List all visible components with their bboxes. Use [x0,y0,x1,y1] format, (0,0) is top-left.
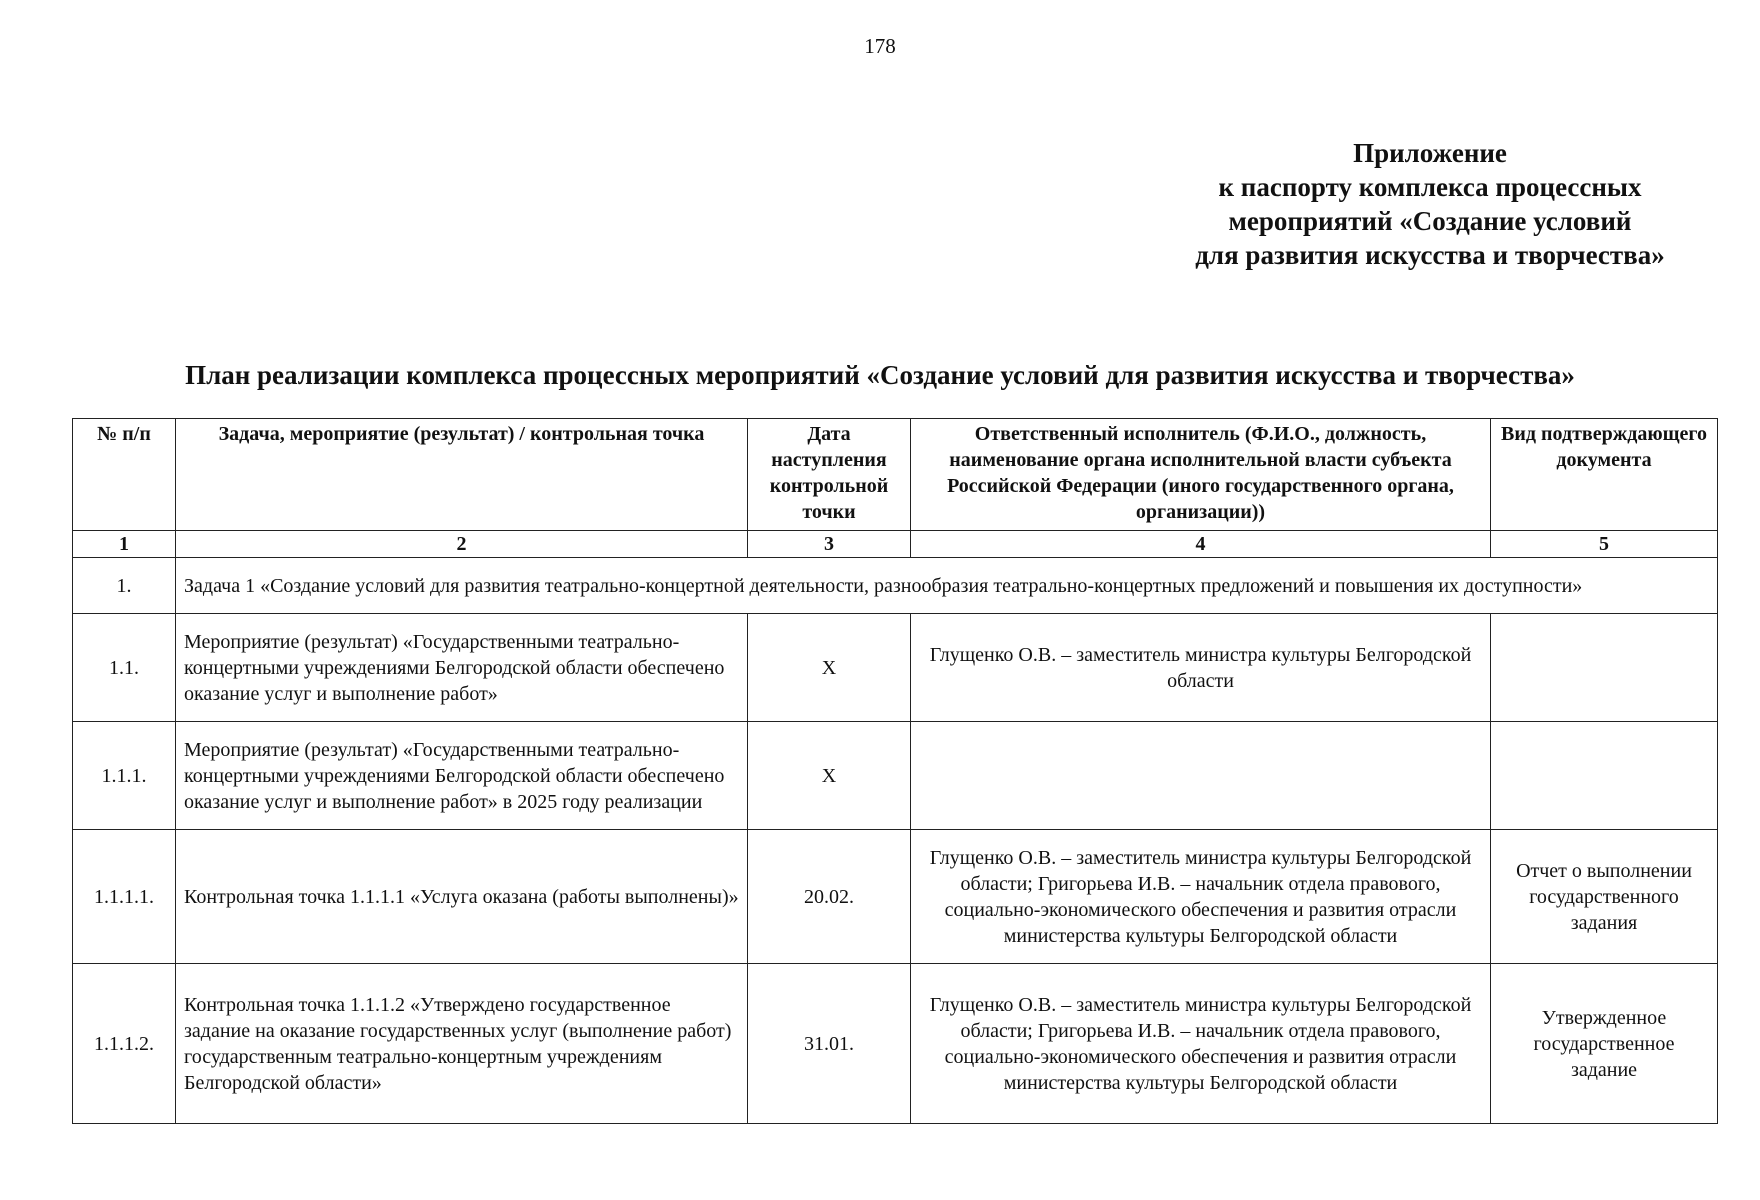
column-number: 2 [176,531,748,558]
row-task: Мероприятие (результат) «Государственными театрально-концертными учреждениями Белгородской области обеспечено оказание услуг и выполнение работ» [176,614,748,722]
table-row [73,830,1718,964]
column-number: 3 [748,531,911,558]
column-number: 5 [1491,531,1718,558]
row-date: 20.02. [748,830,911,964]
row-document [1491,614,1718,722]
plan-title: План реализации комплекса процессных мероприятий «Создание условий для развития искусства и творчества» [185,360,1575,390]
row-number: 1.1. [73,614,176,722]
task-number: 1. [73,558,176,614]
row-document [1491,722,1718,830]
appendix-line: к паспорту комплекса процессных [1218,172,1642,202]
appendix-line: для развития искусства и творчества» [1195,240,1665,270]
row-date: 31.01. [748,964,911,1124]
header-task: Задача, мероприятие (результат) / контрольная точка [176,419,748,531]
row-document: Утвержденное государственное задание [1491,964,1718,1124]
table-row [73,614,1718,722]
row-number: 1.1.1.2. [73,964,176,1124]
header-responsible: Ответственный исполнитель (Ф.И.О., должность, наименование органа исполнительной власти субъекта Российской Федерации (иного государственного органа, организации)) [911,419,1491,531]
table-header-row [73,419,1718,531]
row-task: Мероприятие (результат) «Государственными театрально-концертными учреждениями Белгородской области обеспечено оказание услуг и выполнение работ» в 2025 году реализации [176,722,748,830]
row-task: Контрольная точка 1.1.1.2 «Утверждено государственное задание на оказание государственных услуг (выполнение работ) государственным театрально-концертным учреждениям Белгородской области» [176,964,748,1124]
task-row [73,558,1718,614]
plan-table [72,418,1718,1124]
row-responsible: Глущенко О.В. – заместитель министра культуры Белгородской области; Григорьева И.В. – начальник отдела правового, социально-экономического обеспечения и развития отрасли министерства культуры Белгородской области [911,964,1491,1124]
column-number: 4 [911,531,1491,558]
row-number: 1.1.1.1. [73,830,176,964]
row-document: Отчет о выполнении государственного задания [1491,830,1718,964]
table-row [73,722,1718,830]
appendix-line: мероприятий «Создание условий [1228,206,1632,236]
row-number: 1.1.1. [73,722,176,830]
header-number: № п/п [73,419,176,531]
column-number: 1 [73,531,176,558]
table-row [73,964,1718,1124]
row-date: X [748,614,911,722]
row-responsible: Глущенко О.В. – заместитель министра культуры Белгородской области; Григорьева И.В. – начальник отдела правового, социально-экономического обеспечения и развития отрасли министерства культуры Белгородской области [911,830,1491,964]
row-date: X [748,722,911,830]
row-responsible: Глущенко О.В. – заместитель министра культуры Белгородской области [911,614,1491,722]
page-number: 178 [864,34,896,58]
row-task: Контрольная точка 1.1.1.1 «Услуга оказана (работы выполнены)» [176,830,748,964]
task-text: Задача 1 «Создание условий для развития театрально-концертной деятельности, разнообразия театрально-концертных предложений и повышения их доступности» [176,558,1718,614]
appendix-line: Приложение [1353,138,1507,168]
header-date: Дата наступления контрольной точки [748,419,911,531]
appendix-heading [1100,136,1760,272]
header-document: Вид подтверждающего документа [1491,419,1718,531]
row-responsible [911,722,1491,830]
column-number-row [73,531,1718,558]
